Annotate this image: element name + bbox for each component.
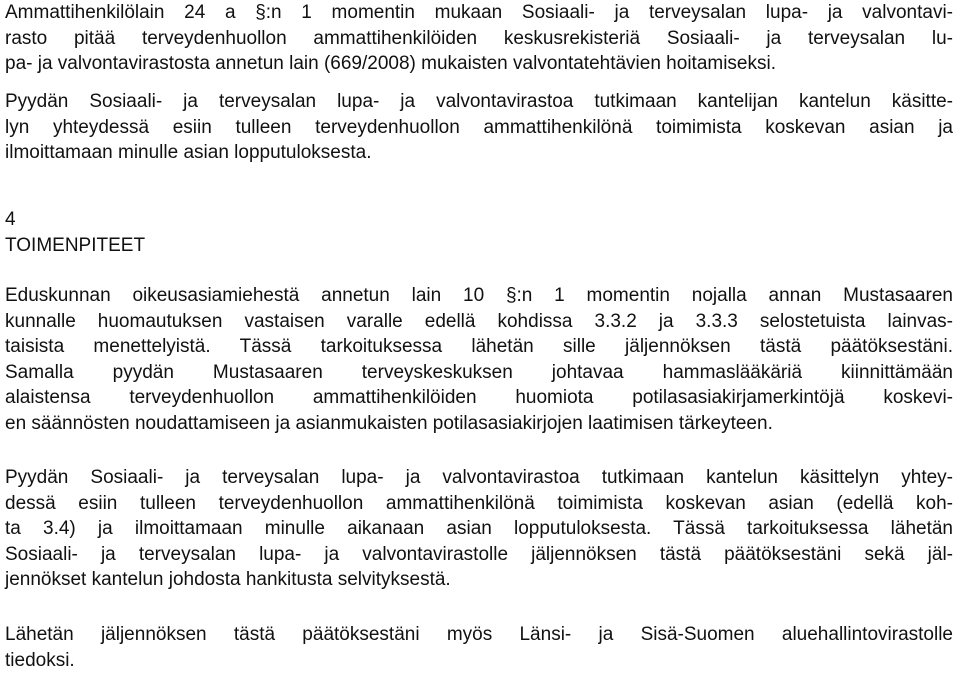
text-line: Eduskunnan oikeusasiamiehestä annetun lain 10 §:n 1 momentin nojalla annan Mustasaaren: [5, 285, 953, 306]
text-line: jennökset kantelun johdosta hankitusta selvityksestä.: [5, 569, 451, 591]
text-line: pa- ja valvontavirastosta annetun lain (669/2008) mukaisten valvontatehtävien hoitamiseksi.: [5, 53, 777, 75]
text-line: tiedoksi.: [5, 649, 75, 671]
text-line: lyn yhteydessä esiin tulleen terveydenhuollon ammattihenkilönä toimimista koskevan asian ja: [5, 116, 953, 138]
text-line: kunnalle huomautuksen vastaisen varalle edellä kohdissa 3.3.2 ja 3.3.3 selostetuista lainvas-: [5, 310, 953, 332]
section-title: TOIMENPITEET: [5, 234, 146, 256]
text-line: Pyydän Sosiaali- ja terveysalan lupa- ja valvontavirastoa tutkimaan kantelijan kantelun käsitte-: [5, 91, 953, 112]
text-line: Ammattihenkilölain 24 a §:n 1 momentin mukaan Sosiaali- ja terveysalan lupa- ja valvontavi-: [5, 2, 953, 23]
text-line: ilmoittamaan minulle asian lopputuloksesta.: [5, 142, 372, 164]
text-line: rasto pitää terveydenhuollon ammattihenkilöiden keskusrekisteriä Sosiaali- ja terveysalan lu-: [5, 27, 953, 49]
section-heading: [5, 207, 953, 258]
paragraph-valvira-request-2: [5, 465, 953, 593]
text-line: dessä esiin tulleen terveydenhuollon ammattihenkilönä toimimista koskevan asian (edellä koh-: [5, 492, 953, 514]
text-line: Sosiaali- ja terveysalan lupa- ja valvontavirastolle jäljennöksen tästä päätöksestäni sekä jäl-: [5, 543, 953, 565]
text-line: Lähetän jäljennöksen tästä päätöksestäni myös Länsi- ja Sisä-Suomen aluehallintovirastolle: [5, 624, 953, 645]
paragraph-valvira-request-1: [5, 89, 953, 166]
section-number: 4: [5, 209, 16, 230]
text-line: alaistensa terveydenhuollon ammattihenkilöiden huomiota potilasasiakirjamerkintöjä koskevi-: [5, 387, 953, 409]
text-line: en säännösten noudattamiseen ja asianmukaisten potilasasiakirjojen laatimisen tärkeyteen.: [5, 412, 773, 434]
paragraph-remark-to-municipality: [5, 283, 953, 437]
paragraph-register-authority: [5, 0, 953, 77]
text-line: Samalla pyydän Mustasaaren terveyskeskuksen johtavaa hammaslääkäriä kiinnittämään: [5, 361, 953, 383]
text-line: taisista menettelyistä. Tässä tarkoituksessa lähetän sille jäljennöksen tästä päätöksestäni.: [5, 336, 953, 358]
paragraph-copy-to-avi: [5, 622, 953, 673]
text-line: Pyydän Sosiaali- ja terveysalan lupa- ja valvontavirastoa tutkimaan kantelun käsittelyn yhtey-: [5, 467, 953, 488]
text-line: ta 3.4) ja ilmoittamaan minulle aikanaan asian lopputuloksesta. Tässä tarkoituksessa lähetän: [5, 518, 953, 540]
